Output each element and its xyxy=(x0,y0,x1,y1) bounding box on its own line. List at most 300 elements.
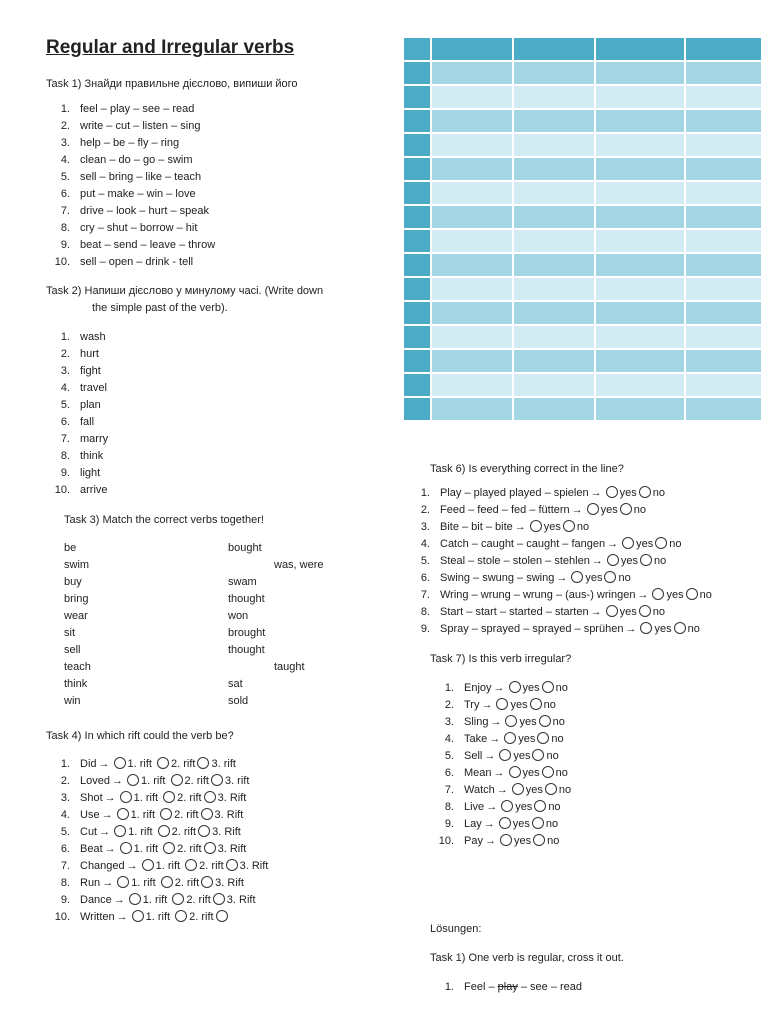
struck-verb: play xyxy=(497,981,518,993)
radio-circle[interactable] xyxy=(132,910,144,922)
radio-circle[interactable] xyxy=(161,876,173,888)
item-number: 7. xyxy=(420,589,430,601)
yes-label: yes xyxy=(518,733,536,745)
verb-text: Enjoy xyxy=(464,682,492,694)
item-number: 2. xyxy=(60,348,70,360)
task6-item xyxy=(406,519,712,536)
radio-circle[interactable] xyxy=(539,715,551,727)
item-number: 8. xyxy=(60,222,70,234)
match-right-verb: sat xyxy=(228,678,243,690)
table-cell xyxy=(595,325,685,349)
item-number: 3. xyxy=(60,365,70,377)
line-text: Wring – wrung – wrung – (aus-) wringen xyxy=(440,589,636,601)
task6-item xyxy=(406,587,712,604)
table-cell xyxy=(513,229,595,253)
table-row xyxy=(403,373,762,397)
task7-heading: Task 7) Is this verb irregular? xyxy=(430,653,572,665)
table-cell xyxy=(403,325,431,349)
table-cell xyxy=(403,109,431,133)
match-right-verb: sold xyxy=(228,695,249,707)
radio-circle[interactable] xyxy=(587,503,599,515)
radio-circle[interactable] xyxy=(545,783,557,795)
verb-text: Watch xyxy=(464,784,495,796)
radio-circle[interactable] xyxy=(204,791,216,803)
radio-circle[interactable] xyxy=(530,520,542,532)
table-cell xyxy=(431,61,513,85)
table-cell xyxy=(595,277,685,301)
task2-item xyxy=(46,397,108,414)
item-text: write – cut – listen – sing xyxy=(80,120,201,132)
item-number: 2. xyxy=(60,120,70,132)
arrow-icon: → xyxy=(489,733,501,745)
verb-text: Did xyxy=(80,758,97,770)
option-label: 2. rift xyxy=(199,860,224,872)
line-text: Feed – feed – fed – füttern xyxy=(440,504,570,516)
radio-circle[interactable] xyxy=(639,486,651,498)
radio-circle[interactable] xyxy=(640,554,652,566)
verb-text: hurt xyxy=(80,348,99,360)
radio-circle[interactable] xyxy=(201,876,213,888)
yes-label: yes xyxy=(654,623,672,635)
verb-text: Lay xyxy=(464,818,482,830)
yes-label: yes xyxy=(600,504,618,516)
arrow-icon: → xyxy=(113,894,125,906)
radio-circle[interactable] xyxy=(114,825,126,837)
task4-list xyxy=(46,756,268,926)
arrow-icon: → xyxy=(493,767,505,779)
arrow-icon: → xyxy=(483,818,495,830)
arrow-icon: → xyxy=(99,826,111,838)
item-text: clean – do – go – swim xyxy=(80,154,193,166)
radio-circle[interactable] xyxy=(127,774,139,786)
table-cell xyxy=(685,229,762,253)
table-row xyxy=(403,229,762,253)
option-label: 3. rift xyxy=(224,775,250,787)
arrow-icon: → xyxy=(493,682,505,694)
item-number: 4. xyxy=(60,382,70,394)
table-row xyxy=(403,301,762,325)
radio-circle[interactable] xyxy=(117,876,129,888)
table-row xyxy=(403,181,762,205)
task2-item xyxy=(46,380,108,397)
no-label: no xyxy=(687,623,700,635)
radio-circle[interactable] xyxy=(175,910,187,922)
task6-item xyxy=(406,485,712,502)
radio-circle[interactable] xyxy=(129,893,141,905)
radio-circle[interactable] xyxy=(226,859,238,871)
task2-item xyxy=(46,431,108,448)
radio-circle[interactable] xyxy=(606,486,618,498)
table-cell xyxy=(431,205,513,229)
radio-circle[interactable] xyxy=(639,605,651,617)
option-label: 3. Rift xyxy=(226,894,256,906)
radio-circle[interactable] xyxy=(496,698,508,710)
item-number: 5. xyxy=(60,399,70,411)
radio-circle[interactable] xyxy=(160,808,172,820)
option-label: 3. Rift xyxy=(212,826,241,838)
item-text: sell – open – drink - tell xyxy=(80,256,194,268)
item-number: 3. xyxy=(60,137,70,149)
radio-circle[interactable] xyxy=(537,732,549,744)
radio-circle[interactable] xyxy=(532,749,544,761)
table-cell xyxy=(431,109,513,133)
radio-circle[interactable] xyxy=(606,605,618,617)
radio-circle[interactable] xyxy=(163,791,175,803)
table-row xyxy=(403,325,762,349)
item-number: 8. xyxy=(60,877,70,889)
radio-circle[interactable] xyxy=(198,825,210,837)
table-cell xyxy=(403,277,431,301)
task2-item xyxy=(46,363,108,380)
task2-item xyxy=(46,329,108,346)
item-number: 6. xyxy=(420,572,430,584)
item-number: 1. xyxy=(60,331,70,343)
task4-item xyxy=(46,858,268,875)
radio-circle[interactable] xyxy=(501,800,513,812)
table-cell xyxy=(431,277,513,301)
table-cell xyxy=(685,181,762,205)
radio-circle[interactable] xyxy=(620,503,632,515)
radio-circle[interactable] xyxy=(655,537,667,549)
task7-item xyxy=(430,816,571,833)
table-cell xyxy=(685,157,762,181)
task1-item xyxy=(46,254,215,271)
radio-circle[interactable] xyxy=(534,800,546,812)
table-cell xyxy=(431,85,513,109)
match-left-verb: buy xyxy=(64,576,82,588)
item-number: 2. xyxy=(420,504,430,516)
item-number: 4. xyxy=(60,154,70,166)
option-label: 1. rift xyxy=(133,792,159,804)
item-number: 7. xyxy=(60,433,70,445)
no-label: no xyxy=(669,538,682,550)
radio-circle[interactable] xyxy=(117,808,129,820)
option-label: 2. rift xyxy=(186,894,211,906)
arrow-icon: → xyxy=(590,606,602,618)
table-cell xyxy=(431,349,513,373)
item-number: 10. xyxy=(54,256,70,268)
task6-list xyxy=(406,485,712,638)
radio-circle[interactable] xyxy=(532,817,544,829)
option-label: 2. rift xyxy=(189,911,214,923)
item-number: 10. xyxy=(54,484,70,496)
radio-circle[interactable] xyxy=(499,749,511,761)
option-label: 1. rift xyxy=(140,775,166,787)
radio-circle[interactable] xyxy=(204,842,216,854)
option-label: 3. Rift xyxy=(214,809,244,821)
arrow-icon: → xyxy=(484,750,496,762)
arrow-icon: → xyxy=(625,623,637,635)
item-number: 1. xyxy=(444,682,454,694)
item-number: 5. xyxy=(444,750,454,762)
arrow-icon: → xyxy=(556,572,568,584)
no-label: no xyxy=(552,716,565,728)
table-cell xyxy=(431,229,513,253)
yes-label: yes xyxy=(515,801,533,813)
table-cell xyxy=(403,133,431,157)
item-number: 4. xyxy=(444,733,454,745)
arrow-icon: → xyxy=(104,792,116,804)
radio-circle[interactable] xyxy=(604,571,616,583)
item-text: put – make – win – love xyxy=(80,188,196,200)
item-number: 8. xyxy=(444,801,454,813)
radio-circle[interactable] xyxy=(509,681,521,693)
table-cell xyxy=(431,37,513,61)
match-right-verb: swam xyxy=(228,576,257,588)
arrow-icon: → xyxy=(590,487,602,499)
verb-text: Live xyxy=(464,801,485,813)
radio-circle[interactable] xyxy=(674,622,686,634)
verb-text: Take xyxy=(464,733,488,745)
radio-circle[interactable] xyxy=(504,732,516,744)
yes-label: yes xyxy=(513,750,531,762)
item-number: 9. xyxy=(60,894,70,906)
yes-label: yes xyxy=(512,818,530,830)
item-number: 8. xyxy=(60,450,70,462)
item-number: 9. xyxy=(60,467,70,479)
match-left-verb: teach xyxy=(64,661,91,673)
task4-item xyxy=(46,824,268,841)
radio-circle[interactable] xyxy=(114,757,126,769)
option-label: 3. Rift xyxy=(217,843,247,855)
table-cell xyxy=(513,85,595,109)
table-cell xyxy=(595,397,685,421)
task4-item xyxy=(46,773,268,790)
task4-item xyxy=(46,756,268,773)
radio-circle[interactable] xyxy=(542,681,554,693)
no-label: no xyxy=(555,767,568,779)
radio-circle[interactable] xyxy=(530,698,542,710)
radio-circle[interactable] xyxy=(563,520,575,532)
table-cell xyxy=(513,133,595,157)
verb-text: Dance xyxy=(80,894,112,906)
task7-item xyxy=(430,799,571,816)
radio-circle[interactable] xyxy=(622,537,634,549)
item-text: beat – send – leave – throw xyxy=(80,239,216,251)
task1-list xyxy=(46,101,215,271)
option-label: 3. Rift xyxy=(239,860,269,872)
match-left-verb: think xyxy=(64,678,88,690)
item-number: 1. xyxy=(444,981,454,993)
table-cell xyxy=(595,229,685,253)
table-cell xyxy=(595,157,685,181)
no-label: no xyxy=(551,733,564,745)
radio-circle[interactable] xyxy=(509,766,521,778)
table-cell xyxy=(403,37,431,61)
radio-circle[interactable] xyxy=(216,910,228,922)
task7-item xyxy=(430,731,571,748)
table-row xyxy=(403,349,762,373)
option-label: 1. rift xyxy=(133,843,159,855)
line-text: Play – played played – spielen xyxy=(440,487,589,499)
verb-text: marry xyxy=(80,433,109,445)
table-row xyxy=(403,157,762,181)
radio-circle[interactable] xyxy=(542,766,554,778)
solutions-heading: Lösungen: xyxy=(430,923,482,935)
radio-circle[interactable] xyxy=(201,808,213,820)
yes-label: yes xyxy=(619,606,637,618)
verb-text: think xyxy=(80,450,104,462)
radio-circle[interactable] xyxy=(120,842,132,854)
task4-item xyxy=(46,875,268,892)
line-text: Start – start – started – starten xyxy=(440,606,589,618)
line-text: Bite – bit – bite xyxy=(440,521,513,533)
no-label: no xyxy=(545,818,559,830)
table-cell xyxy=(513,301,595,325)
table-cell xyxy=(513,37,595,61)
table-row xyxy=(403,133,762,157)
arrow-icon: → xyxy=(104,843,116,855)
yes-label: yes xyxy=(522,767,540,779)
no-label: no xyxy=(652,487,665,499)
task4-item xyxy=(46,909,268,926)
table-cell xyxy=(685,253,762,277)
task4-item xyxy=(46,807,268,824)
radio-circle[interactable] xyxy=(142,859,154,871)
radio-circle[interactable] xyxy=(571,571,583,583)
yes-label: yes xyxy=(522,682,540,694)
radio-circle[interactable] xyxy=(213,893,225,905)
table-cell xyxy=(403,229,431,253)
radio-circle[interactable] xyxy=(499,817,511,829)
verb-text: Beat xyxy=(80,843,103,855)
task2-item xyxy=(46,482,108,499)
radio-circle[interactable] xyxy=(686,588,698,600)
table-cell xyxy=(595,37,685,61)
table-cell xyxy=(513,253,595,277)
radio-circle[interactable] xyxy=(197,757,209,769)
radio-circle[interactable] xyxy=(640,622,652,634)
verb-text: Run xyxy=(80,877,101,889)
item-number: 7. xyxy=(60,860,70,872)
yes-label: yes xyxy=(619,487,637,499)
task7-item xyxy=(430,782,571,799)
table-row xyxy=(403,37,762,61)
match-right-verb: taught xyxy=(274,661,305,673)
task6-heading: Task 6) Is everything correct in the line? xyxy=(430,463,624,475)
verb-text: Try xyxy=(464,699,480,711)
option-label: 1. rift xyxy=(127,758,152,770)
item-number: 4. xyxy=(60,809,70,821)
verb-text: wash xyxy=(80,331,106,343)
table-cell xyxy=(595,61,685,85)
radio-circle[interactable] xyxy=(505,715,517,727)
match-right-verb: was, were xyxy=(274,559,324,571)
verb-text: Cut xyxy=(80,826,98,838)
item-number: 5. xyxy=(60,171,70,183)
option-label: 2. rift xyxy=(171,758,196,770)
table-cell xyxy=(431,325,513,349)
radio-circle[interactable] xyxy=(185,859,197,871)
match-right-verb: bought xyxy=(228,542,262,554)
radio-circle[interactable] xyxy=(172,893,184,905)
line-text: Spray – sprayed – sprayed – sprühen xyxy=(440,623,624,635)
table-cell xyxy=(685,349,762,373)
task2-item xyxy=(46,465,108,482)
table-cell xyxy=(595,205,685,229)
task4-item xyxy=(46,841,268,858)
item-number: 5. xyxy=(420,555,430,567)
radio-circle[interactable] xyxy=(512,783,524,795)
radio-circle[interactable] xyxy=(157,757,169,769)
item-number: 3. xyxy=(420,521,430,533)
option-label: 1. rift xyxy=(130,809,156,821)
arrow-icon: → xyxy=(484,835,496,847)
radio-circle[interactable] xyxy=(171,774,183,786)
table-cell xyxy=(431,301,513,325)
table-cell xyxy=(431,253,513,277)
option-label: 1. rift xyxy=(155,860,181,872)
table-cell xyxy=(513,61,595,85)
radio-circle[interactable] xyxy=(607,554,619,566)
item-number: 1. xyxy=(60,758,70,770)
table-row xyxy=(403,61,762,85)
table-cell xyxy=(431,181,513,205)
task2-item xyxy=(46,448,108,465)
arrow-icon: → xyxy=(101,809,113,821)
option-label: 1. rift xyxy=(142,894,168,906)
table-cell xyxy=(403,397,431,421)
table-cell xyxy=(685,37,762,61)
table-cell xyxy=(513,109,595,133)
radio-circle[interactable] xyxy=(120,791,132,803)
table-cell xyxy=(685,325,762,349)
option-label: 3. Rift xyxy=(215,877,244,889)
radio-circle[interactable] xyxy=(533,834,545,846)
radio-circle[interactable] xyxy=(211,774,223,786)
arrow-icon: → xyxy=(514,521,526,533)
arrow-icon: → xyxy=(111,775,123,787)
solution-text-a: Feel – xyxy=(464,981,498,993)
arrow-icon: → xyxy=(607,538,619,550)
table-row xyxy=(403,205,762,229)
task1-item xyxy=(46,152,215,169)
match-left-verb: sell xyxy=(64,644,81,656)
arrow-icon: → xyxy=(591,555,603,567)
radio-circle[interactable] xyxy=(500,834,512,846)
option-label: 2. rift xyxy=(174,809,199,821)
yes-label: yes xyxy=(543,521,561,533)
option-label: 1. rift xyxy=(145,911,171,923)
verb-text: fight xyxy=(80,365,101,377)
arrow-icon: → xyxy=(126,860,138,872)
verb-text: travel xyxy=(80,382,107,394)
item-number: 6. xyxy=(60,188,70,200)
table-cell xyxy=(685,205,762,229)
match-left-verb: sit xyxy=(64,627,75,639)
table-cell xyxy=(595,301,685,325)
no-label: no xyxy=(653,555,667,567)
verb-text: fall xyxy=(80,416,95,428)
radio-circle[interactable] xyxy=(163,842,175,854)
no-label: no xyxy=(555,682,568,694)
match-left-verb: wear xyxy=(64,610,88,622)
radio-circle[interactable] xyxy=(158,825,170,837)
item-number: 6. xyxy=(60,416,70,428)
yes-label: yes xyxy=(510,699,528,711)
item-text: help – be – fly – ring xyxy=(80,137,180,149)
table-cell xyxy=(685,301,762,325)
option-label: 1. rift xyxy=(128,826,153,838)
table-cell xyxy=(685,61,762,85)
item-text: sell – bring – like – teach xyxy=(80,171,202,183)
table-cell xyxy=(595,109,685,133)
task6-item xyxy=(406,536,712,553)
task2-heading-cont: the simple past of the verb). xyxy=(92,302,228,314)
task6-item xyxy=(406,621,712,638)
no-label: no xyxy=(547,835,560,847)
radio-circle[interactable] xyxy=(652,588,664,600)
